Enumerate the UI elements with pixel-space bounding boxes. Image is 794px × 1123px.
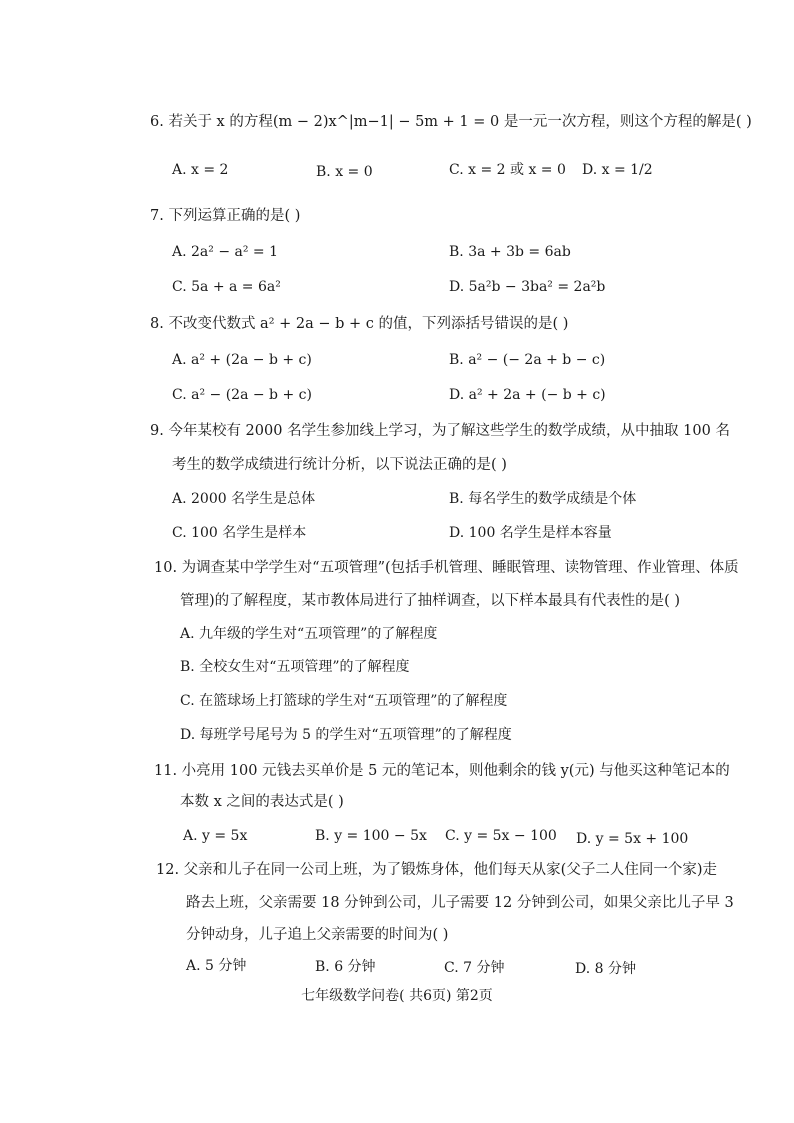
question-11-option-d: D. y = 5x + 100: [576, 831, 689, 847]
question-12-option-d: D. 8 分钟: [575, 961, 636, 977]
question-11-option-a: A. y = 5x: [183, 828, 248, 844]
question-9-option-a: A. 2000 名学生是总体: [172, 491, 316, 507]
question-9-option-c: C. 100 名学生是样本: [172, 525, 307, 541]
question-7-option-c: C. 5a + a = 6a²: [172, 279, 281, 295]
question-11-stem-line-1: 11. 小亮用 100 元钱去买单价是 5 元的笔记本，则他剩余的钱 y(元) 与他买这种笔记本的: [154, 763, 730, 779]
question-6-option-a: A. x = 2: [172, 162, 229, 178]
question-12-stem-line-1: 12. 父亲和儿子在同一公司上班，为了锻炼身体，他们每天从家(父子二人住同一个家)走: [156, 862, 717, 878]
question-10-stem-line-2: 管理)的了解程度，某市教体局进行了抽样调查，以下样本最具有代表性的是( ): [180, 593, 681, 609]
question-10-option-b: B. 全校女生对“五项管理”的了解程度: [180, 659, 410, 675]
question-10-option-d: D. 每班学号尾号为 5 的学生对“五项管理”的了解程度: [180, 727, 512, 743]
question-7-option-d: D. 5a²b − 3ba² = 2a²b: [449, 279, 606, 295]
question-12-stem-line-3: 分钟动身，儿子追上父亲需要的时间为( ): [186, 927, 449, 943]
question-12-stem-line-2: 路去上班，父亲需要 18 分钟到公司，儿子需要 12 分钟到公司，如果父亲比儿子早 3: [186, 895, 734, 911]
question-10-stem-line-1: 10. 为调查某中学学生对“五项管理”(包括手机管理、睡眠管理、读物管理、作业管理、体质: [154, 560, 739, 576]
question-10-option-a: A. 九年级的学生对“五项管理”的了解程度: [180, 626, 438, 642]
question-7-stem: 7. 下列运算正确的是( ): [150, 208, 301, 224]
question-9-option-b: B. 每名学生的数学成绩是个体: [449, 491, 637, 507]
question-10-option-c: C. 在篮球场上打篮球的学生对“五项管理”的了解程度: [180, 693, 508, 709]
question-12-option-c: C. 7 分钟: [444, 960, 505, 976]
question-6-option-c: C. x = 2 或 x = 0: [449, 162, 566, 178]
question-11-stem-line-2: 本数 x 之间的表达式是( ): [180, 794, 344, 810]
question-9-stem-line-1: 9. 今年某校有 2000 名学生参加线上学习，为了解这些学生的数学成绩，从中抽取 100 名: [150, 423, 730, 439]
question-12-option-a: A. 5 分钟: [186, 958, 247, 974]
question-8-option-d: D. a² + 2a + (− b + c): [449, 387, 606, 403]
question-12-option-b: B. 6 分钟: [315, 959, 376, 975]
question-11-option-b: B. y = 100 − 5x: [315, 828, 427, 844]
question-8-option-c: C. a² − (2a − b + c): [172, 387, 312, 403]
question-9-option-d: D. 100 名学生是样本容量: [449, 525, 612, 541]
question-9-stem-line-2: 考生的数学成绩进行统计分析，以下说法正确的是( ): [172, 457, 507, 473]
question-7-option-b: B. 3a + 3b = 6ab: [449, 244, 571, 260]
question-6-option-b: B. x = 0: [316, 164, 373, 180]
question-6-option-d: D. x = 1/2: [582, 162, 653, 178]
question-8-option-a: A. a² + (2a − b + c): [172, 352, 312, 368]
question-11-option-c: C. y = 5x − 100: [445, 828, 557, 844]
page-footer: 七年级数学问卷( 共6页) 第2页: [301, 988, 493, 1004]
question-7-option-a: A. 2a² − a² = 1: [172, 244, 279, 260]
question-6-stem: 6. 若关于 x 的方程(m − 2)x^|m−1| − 5m + 1 = 0 是一元一次方程，则这个方程的解是( ): [150, 114, 752, 130]
question-8-option-b: B. a² − (− 2a + b − c): [449, 352, 606, 368]
question-8-stem: 8. 不改变代数式 a² + 2a − b + c 的值，下列添括号错误的是( ): [150, 316, 569, 332]
